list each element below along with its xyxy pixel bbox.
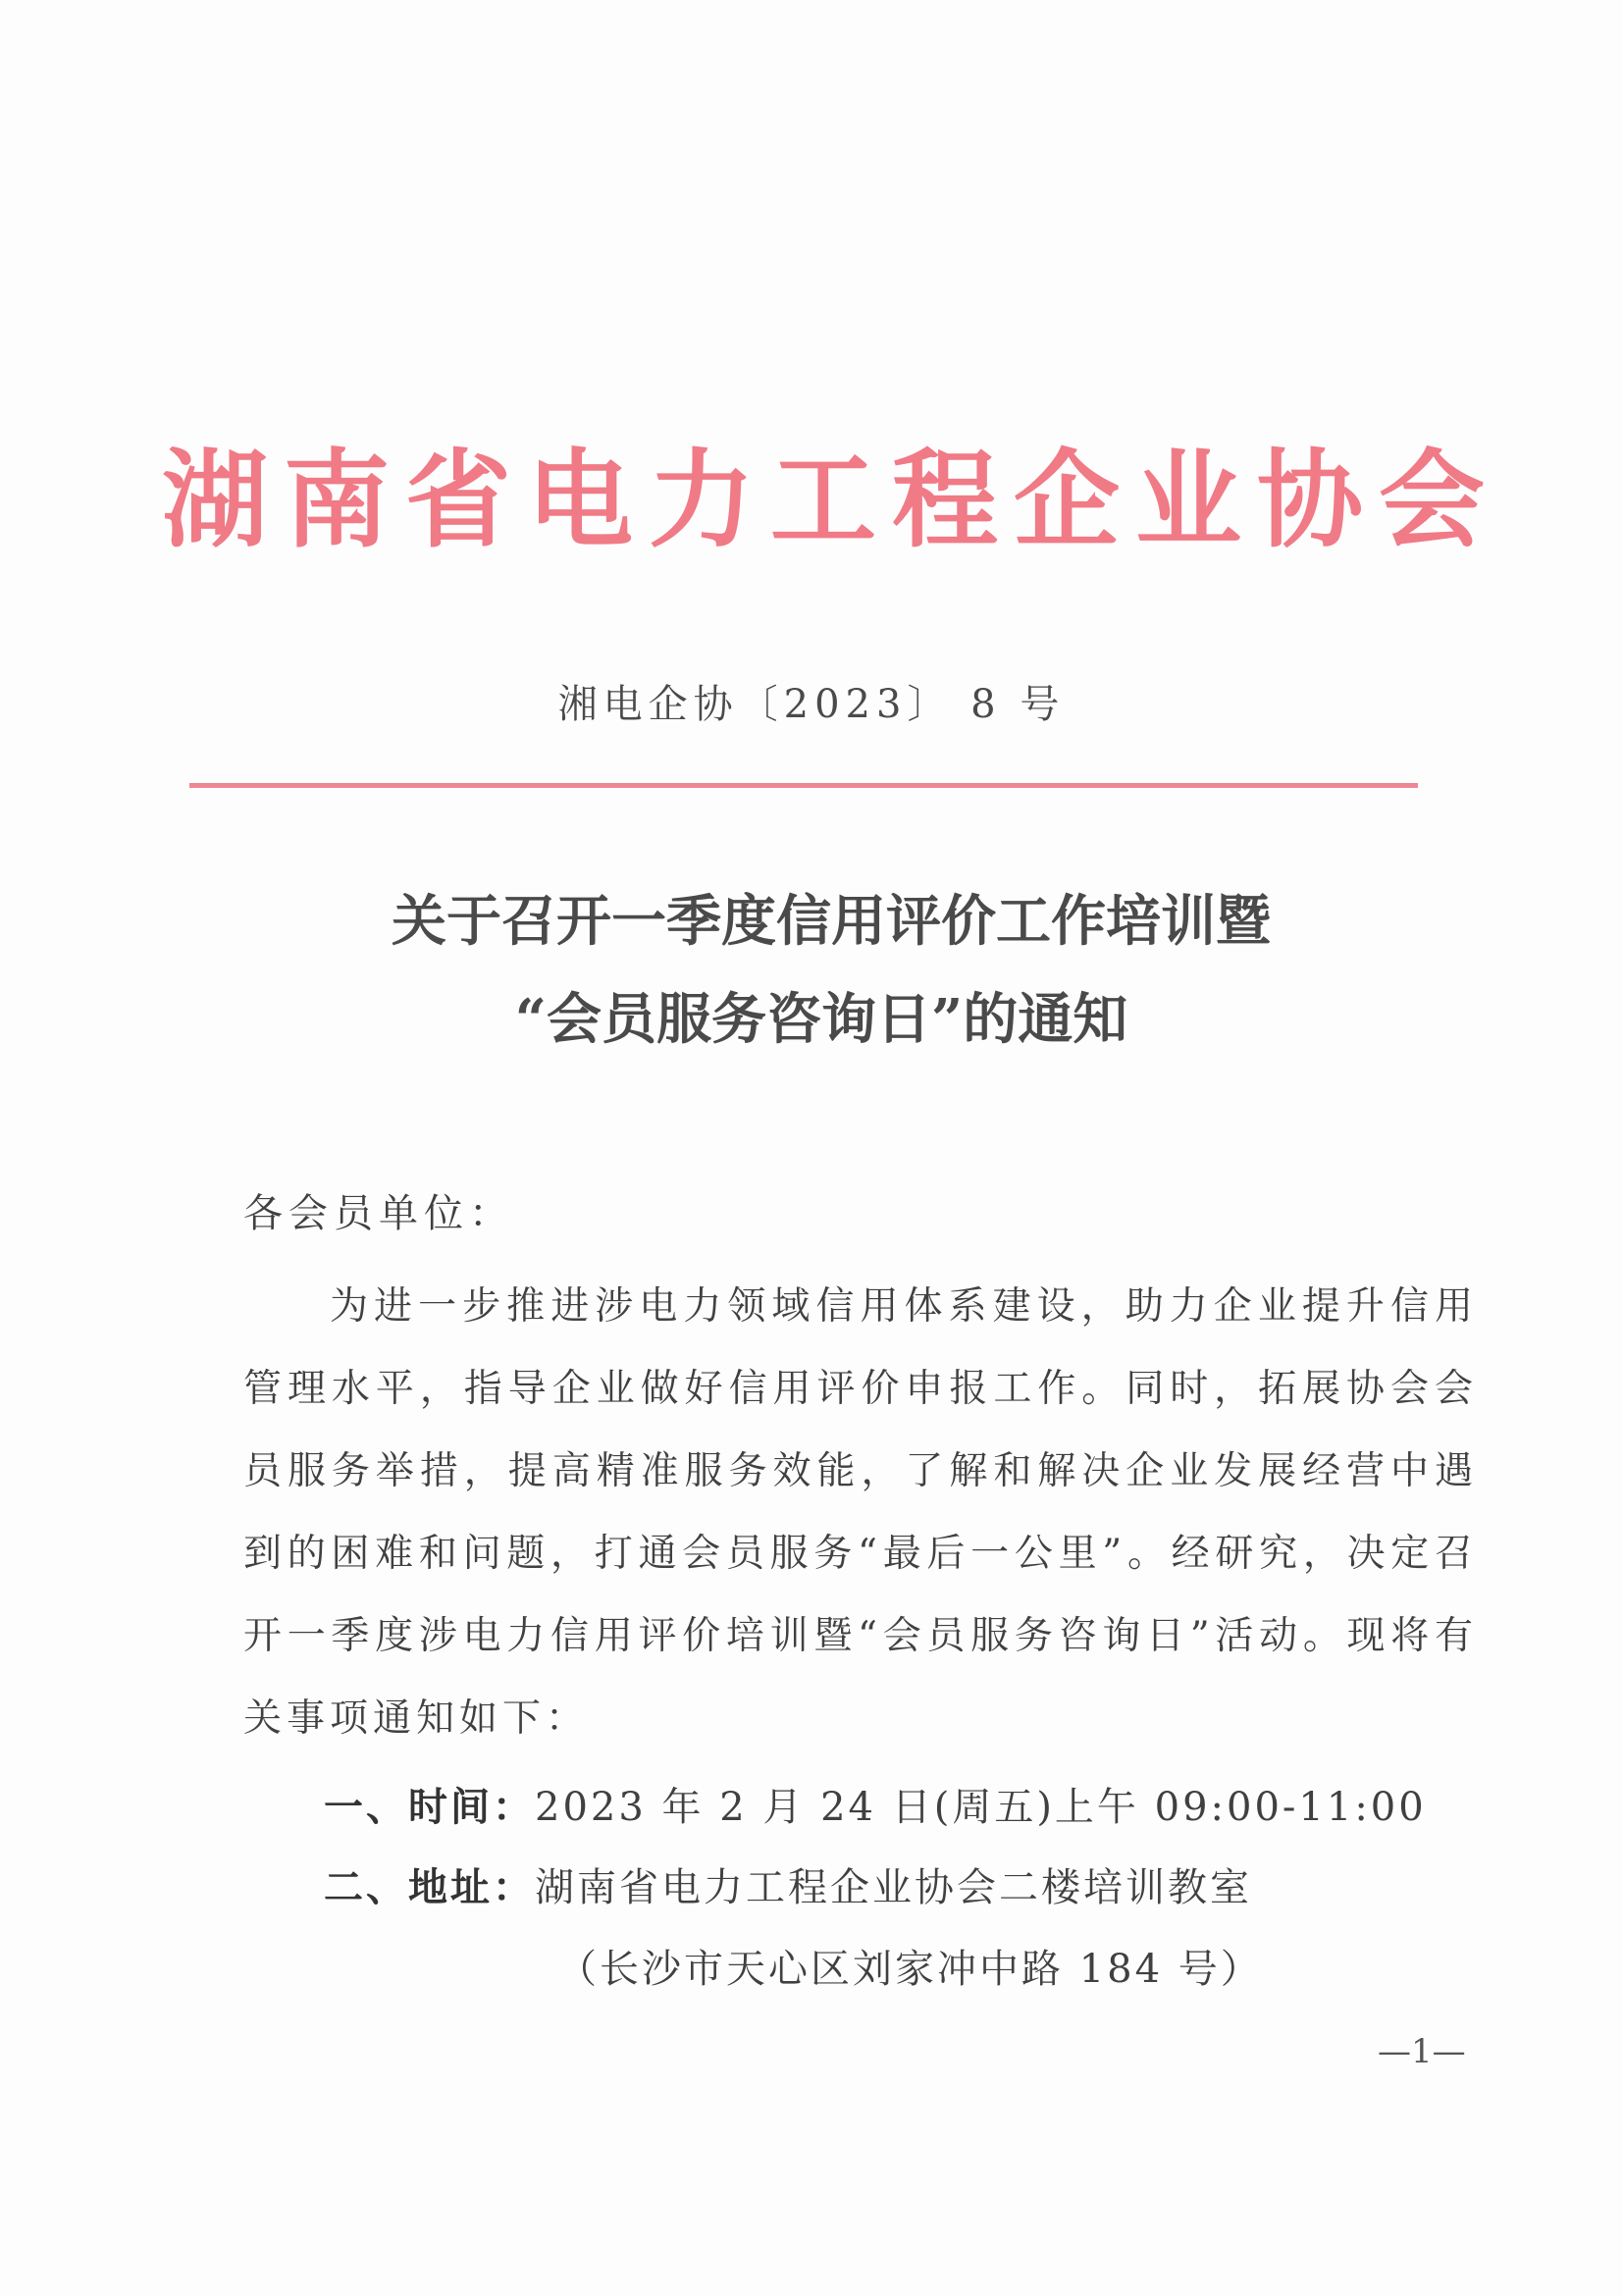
address-value: 湖南省电力工程企业协会二楼培训教室 bbox=[535, 1865, 1252, 1910]
header-divider bbox=[189, 783, 1418, 788]
document-number: 湘电企协〔2023〕 8 号 bbox=[557, 682, 1066, 727]
time-value: 2023 年 2 月 24 日(周五)上午 09:00-11:00 bbox=[535, 1785, 1427, 1830]
address-item bbox=[324, 1847, 1252, 1929]
salutation: 各会员单位： bbox=[243, 1191, 514, 1236]
notice-title-line-1: 关于召开一季度信用评价工作培训暨 bbox=[392, 889, 1271, 954]
address-label: 二、地址： bbox=[324, 1864, 535, 1910]
time-label: 一、时间： bbox=[324, 1784, 535, 1830]
notice-title-line-2: “会员服务咨询日”的通知 bbox=[514, 987, 1128, 1052]
page-number: —1— bbox=[1378, 2032, 1466, 2071]
time-item bbox=[324, 1766, 1427, 1849]
body-paragraph: 为进一步推进涉电力领域信用体系建设，助力企业提升信用管理水平，指导企业做好信用评价申报工作。同时，拓展协会会员服务举措，提高精准服务效能，了解和解决企业发展经营中遇到的困难和问题，打通会员服务“最后一公里”。经研究，决定召开一季度涉电力信用评价培训暨“会员服务咨询日”活动。现将有关事项通知如下： bbox=[243, 1284, 1478, 1741]
address-detail: （长沙市天心区刘家冲中路 184 号） bbox=[557, 1947, 1263, 1992]
organization-title: 湖南省电力工程企业协会 bbox=[161, 439, 1500, 562]
